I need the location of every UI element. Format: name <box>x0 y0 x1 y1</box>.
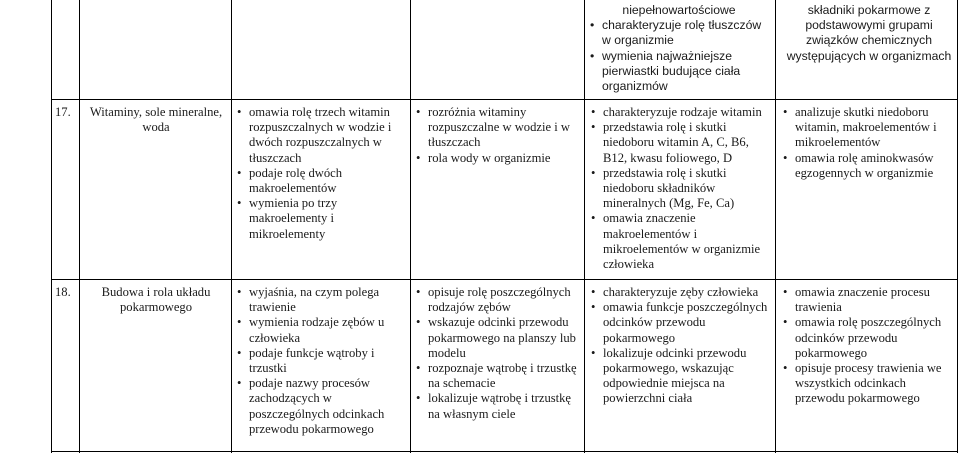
list-item: • lokalizuje wątrobę i trzustkę na własnym ciele <box>416 391 581 421</box>
list-item: • omawia rolę poszczególnych odcinków przewodu pokarmowego <box>783 315 953 361</box>
row-18-topic-cell <box>86 285 226 315</box>
lesson-number: 18. <box>55 285 71 299</box>
row-18-level1 <box>237 285 405 437</box>
bullet-list <box>416 285 581 422</box>
list-item: • omawia funkcje poszczególnych odcinków przewodu pokarmowego <box>591 300 771 346</box>
row-divider <box>51 99 958 100</box>
list-item: • podaje rolę dwóch makroelementów <box>237 166 405 196</box>
list-item: • podaje nazwy procesów zachodzących w poszczególnych odcinkach przewodu pokarmowego <box>237 376 405 437</box>
table-border-right <box>957 0 958 453</box>
list-item: • opisuje rolę poszczególnych rodzajów zębów <box>416 285 581 315</box>
lesson-topic: Witaminy, sole mineralne, woda <box>89 105 223 135</box>
row-18-number <box>55 285 77 300</box>
list-item: • przedstawia rolę i skutki niedoboru witamin A, C, B6, B12, kwasu foliowego, D <box>591 120 771 166</box>
table-border-left <box>51 0 52 453</box>
bullet-list <box>591 105 771 272</box>
bullet-list <box>783 105 953 181</box>
bullet-list <box>416 105 581 166</box>
bullet-list <box>591 285 771 407</box>
list-item: • charakteryzuje zęby człowieka <box>591 285 771 300</box>
list-item: • wyjaśnia, na czym polega trawienie <box>237 285 405 315</box>
table-divider <box>79 0 80 453</box>
text-line: niepełnowartościowe <box>622 3 736 17</box>
list-item: • wskazuje odcinki przewodu pokarmowego na planszy lub modelu <box>416 315 581 361</box>
list-item: • omawia znaczenie procesu trawienia <box>783 285 953 315</box>
table-divider <box>410 0 411 453</box>
list-item: • omawia rolę aminokwasów egzogennych w organizmie <box>783 151 953 181</box>
list-item: • omawia znaczenie makroelementów i mikroelementów w organizmie człowieka <box>591 211 771 272</box>
list-item: • wymienia po trzy makroelementy i mikroelementy <box>237 196 405 242</box>
list-item: • rozpoznaje wątrobę i trzustkę na schemacie <box>416 361 581 391</box>
lesson-topic: Budowa i rola układu pokarmowego <box>101 285 211 315</box>
lesson-number: 17. <box>55 105 71 119</box>
row-17-topic-cell <box>86 105 226 135</box>
list-item: • rola wody w organizmie <box>416 151 581 166</box>
top-cell-level5 <box>786 3 952 64</box>
list-item: • opisuje procesy trawienia we wszystkich odcinkach przewodu pokarmowego <box>783 361 953 407</box>
row-17-level1 <box>237 105 405 242</box>
bullet-list <box>783 285 953 407</box>
text-block: składniki pokarmowe z podstawowymi grupami związków chemicznych występujących w organizmach <box>786 3 952 63</box>
row-17-level2 <box>416 105 581 166</box>
list-item: • charakteryzuje rodzaje witamin <box>591 105 771 120</box>
row-17-level3 <box>591 105 771 272</box>
row-18-level2 <box>416 285 581 422</box>
list-item: • rozróżnia witaminy rozpuszczalne w wodzie i w tłuszczach <box>416 105 581 151</box>
list-item: • analizuje skutki niedoboru witamin, makroelementów i mikroelementów <box>783 105 953 151</box>
row-18-level3 <box>591 285 771 407</box>
list-item: • wymienia najważniejsze pierwiastki budujące ciała organizmów <box>590 49 770 95</box>
bullet-list <box>237 285 405 437</box>
row-18-level4 <box>783 285 953 407</box>
table-divider <box>231 0 232 453</box>
row-divider <box>51 279 958 280</box>
list-item: • podaje funkcje wątroby i trzustki <box>237 346 405 376</box>
list-item: • wymienia rodzaje zębów u człowieka <box>237 315 405 345</box>
list-item: • przedstawia rolę i skutki niedoboru składników mineralnych (Mg, Fe, Ca) <box>591 166 771 212</box>
list-item: • lokalizuje odcinki przewodu pokarmowego, wskazując odpowiednie miejsca na powierzchni ciała <box>591 346 771 407</box>
list-item: • omawia rolę trzech witamin rozpuszczalnych w wodzie i dwóch rozpuszczalnych w tłuszczach <box>237 105 405 166</box>
row-17-number <box>55 105 77 120</box>
top-cell-level4 <box>584 3 774 94</box>
table-divider <box>775 0 776 453</box>
list-item: • charakteryzuje rolę tłuszczów w organizmie <box>590 18 770 48</box>
row-17-level4 <box>783 105 953 181</box>
table-border-bottom <box>51 451 958 452</box>
bullet-list <box>237 105 405 242</box>
bullet-list <box>584 18 774 94</box>
